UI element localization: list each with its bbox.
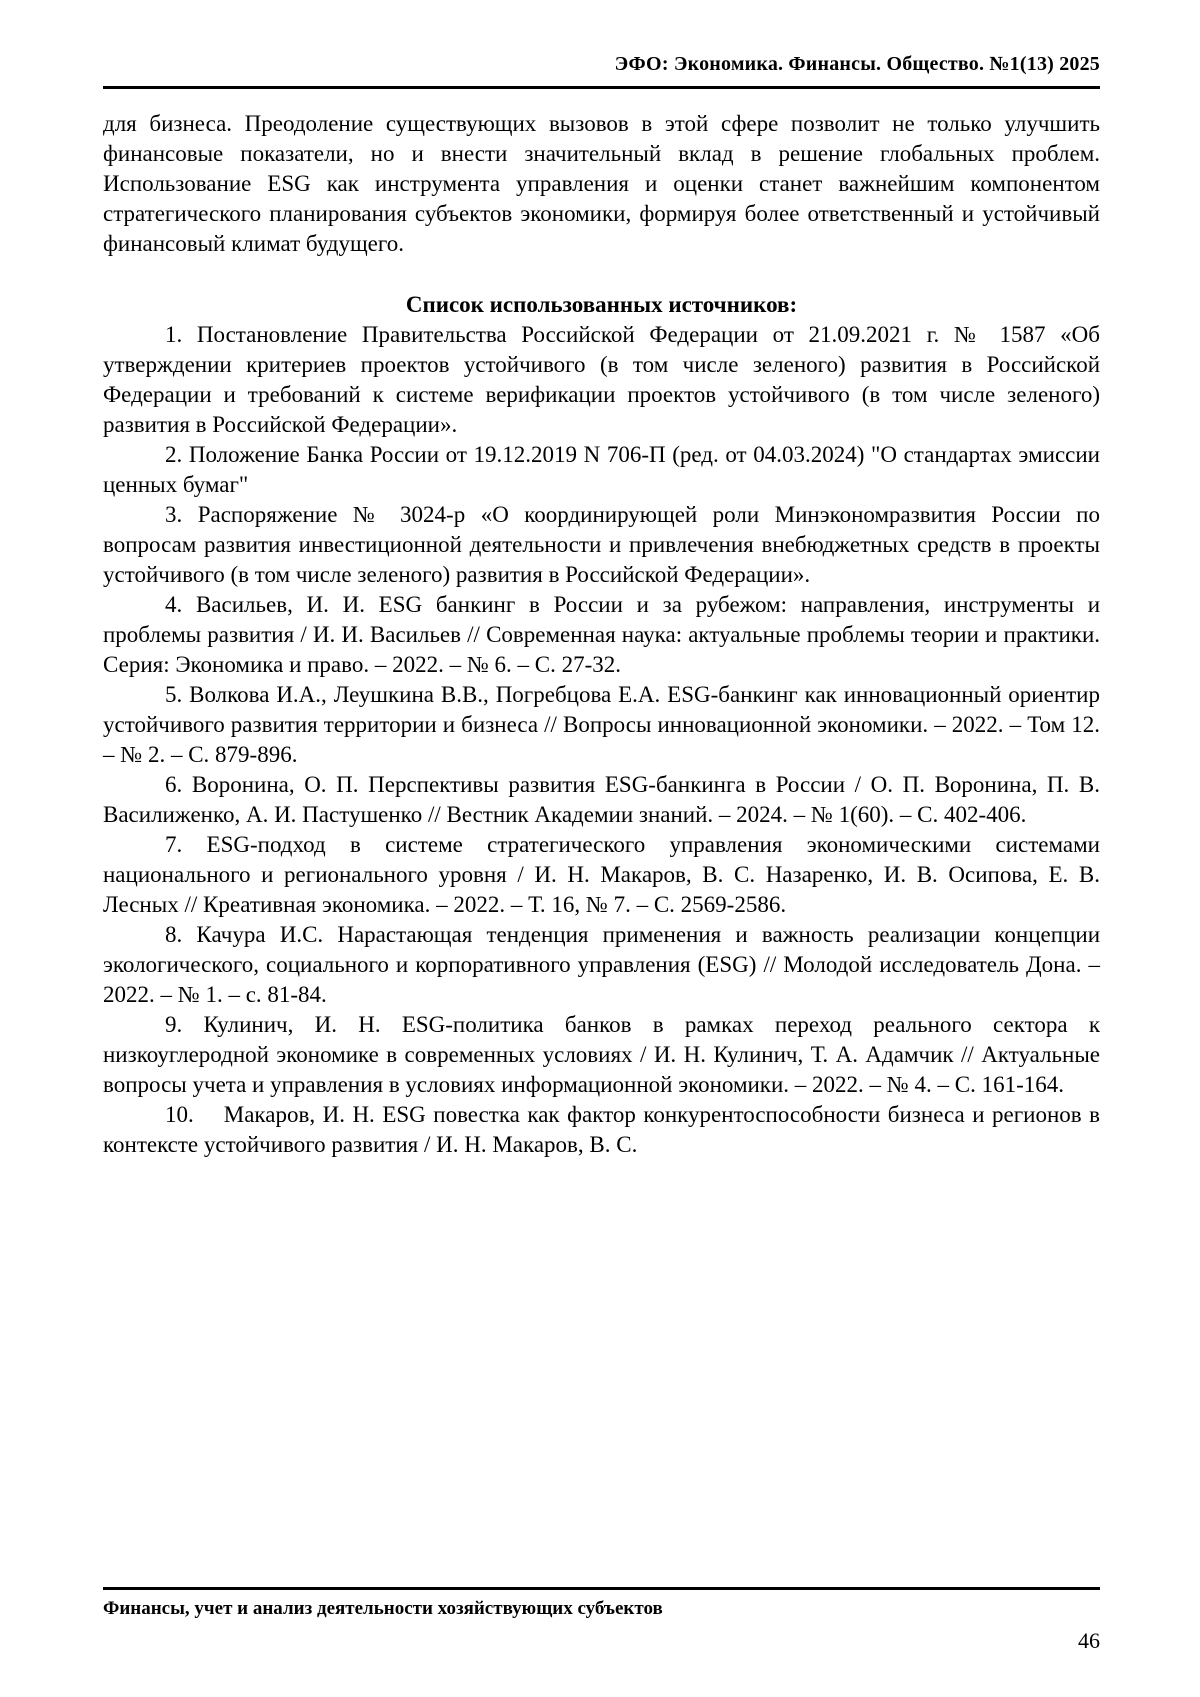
intro-paragraph: для бизнеса. Преодоление существующих вызовов в этой сфере позволит не только улучшить финансовые показатели, но и внести значительный вклад в решение глобальных проблем. Использование ESG как инструмента управления и оценки станет важнейшим компонентом стратегического планирования субъектов экономики, формируя более ответственный и устойчивый финансовый климат будущего. xyxy=(103,111,1100,256)
reference-item: 2. Положение Банка России от 19.12.2019 N 706-П (ред. от 04.03.2024) "О стандартах эмиссии ценных бумаг" xyxy=(103,442,1100,497)
reference-item: 4. Васильев, И. И. ESG банкинг в России и за рубежом: направления, инструменты и проблемы развития / И. И. Васильев // Современная наука: актуальные проблемы теории и практики. Серия: Экономика и право. – 2022. – № 6. – С. 27-32. xyxy=(103,592,1100,677)
references-heading: Список использованных источников: xyxy=(405,292,798,317)
reference-item: 1. Постановление Правительства Российской Федерации от 21.09.2021 г. № 1587 «Об утверждении критериев проектов устойчивого (в том числе зеленого) развития в Российской Федерации и требований к системе верификации проектов устойчивого (в том числе зеленого) развития в Российской Федерации». xyxy=(103,322,1100,437)
footer-rule xyxy=(103,1587,1100,1590)
reference-item: 6. Воронина, О. П. Перспективы развития ESG-банкинга в России / О. П. Воронина, П. В. Василиженко, А. И. Пастушенко // Вестник Академии знаний. – 2024. – № 1(60). – С. 402-406. xyxy=(103,772,1100,827)
journal-header: ЭФО: Экономика. Финансы. Общество. №1(13) 2025 xyxy=(614,53,1100,75)
reference-item: 8. Качура И.С. Нарастающая тенденция применения и важность реализации концепции экологического, социального и корпоративного управления (ESG) // Молодой исследователь Дона. – 2022. – № 1. – с. 81-84. xyxy=(103,922,1100,1007)
reference-item: 3. Распоряжение № 3024-р «О координирующей роли Минэкономразвития России по вопросам развития инвестиционной деятельности и привлечения внебюджетных средств в проекты устойчивого (в том числе зеленого) развития в Российской Федерации». xyxy=(103,502,1100,587)
reference-item: 9. Кулинич, И. Н. ESG-политика банков в рамках переход реального сектора к низкоуглеродной экономике в современных условиях / И. Н. Кулинич, Т. А. Адамчик // Актуальные вопросы учета и управления в условиях информационной экономики. – 2022. – № 4. – С. 161-164. xyxy=(103,1012,1100,1097)
footer-section-title: Финансы, учет и анализ деятельности хозяйствующих субъектов xyxy=(103,1598,663,1619)
page-footer xyxy=(103,1569,1100,1655)
reference-item: 5. Волкова И.А., Леушкина В.В., Погребцова Е.А. ESG-банкинг как инновационный ориентир устойчивого развития территории и бизнеса // Вопросы инновационной экономики. – 2022. – Том 12. – № 2. – С. 879-896. xyxy=(103,682,1100,767)
header-rule xyxy=(103,86,1100,89)
reference-item: 10. Макаров, И. Н. ESG повестка как фактор конкурентоспособности бизнеса и регионов в контексте устойчивого развития / И. Н. Макаров, В. С. xyxy=(103,1102,1100,1157)
page-number: 46 xyxy=(1078,1628,1100,1653)
reference-item: 7. ESG-подход в системе стратегического управления экономическими системами национального и регионального уровня / И. Н. Макаров, В. С. Назаренко, И. В. Осипова, Е. В. Лесных // Креативная экономика. – 2022. – Т. 16, № 7. – С. 2569-2586. xyxy=(103,832,1100,917)
